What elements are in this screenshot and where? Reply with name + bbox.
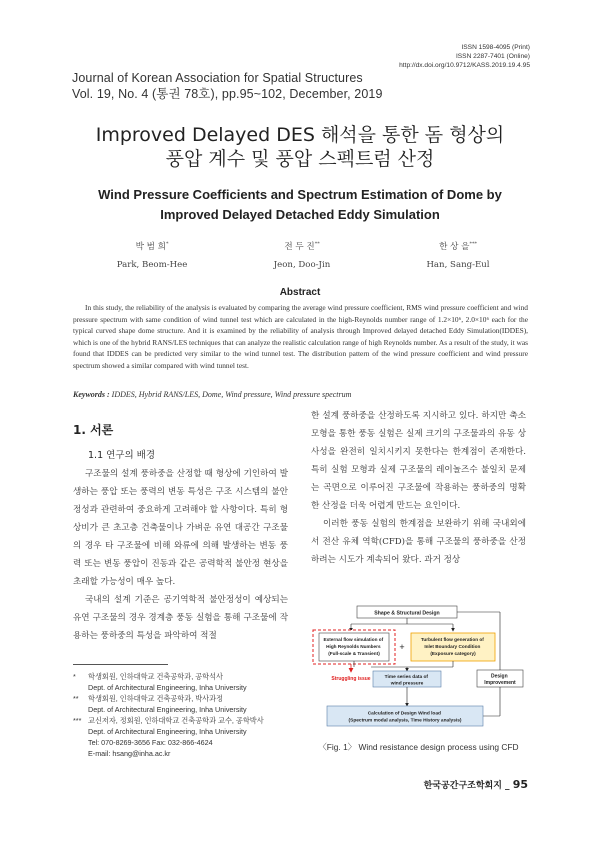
footnote-mark: * (73, 672, 76, 681)
issn-online: ISSN 2287-7401 (Online) (455, 53, 530, 60)
turbulent-flow-label: Turbulent flow generation of Inlet Boundary Condition (Exposure category) (420, 637, 484, 656)
footer-journal: 한국공간구조학회지 _ (423, 781, 513, 791)
keywords-list: IDDES, Hybrid RANS/LES, Dome, Wind pressure, Wind pressure spectrum (111, 390, 352, 399)
contact-email[interactable]: E-mail: hsang@inha.ac.kr (88, 749, 171, 758)
author-2-mark: ** (314, 241, 320, 247)
footnote-mark: ** (73, 694, 79, 703)
footnote (73, 726, 293, 737)
footnotes (73, 671, 293, 759)
footnote-divider (73, 664, 168, 665)
contact-tel: Tel: 070-8269-3656 Fax: 032-866-4624 (88, 738, 213, 747)
page-number: 95 (512, 778, 528, 791)
footnote (73, 671, 293, 682)
time-series-label: Time series data of wind pressure (384, 675, 429, 687)
korean-title-line2: 풍압 계수 및 풍압 스펙트럼 산정 (165, 148, 435, 170)
footnote-text: Dept. of Architectural Engineering, Inha University (88, 683, 247, 692)
footnote-text: 학생회원, 인하대학교 건축공학과, 공학석사 (88, 672, 223, 681)
footnote-mark: *** (73, 716, 82, 725)
author-3-english: Han, Sang-Eul (426, 259, 490, 270)
footnote (73, 682, 293, 693)
author-1-mark: * (165, 241, 169, 247)
right-column (311, 407, 526, 569)
author-1-korean: 박 범 희 (135, 241, 166, 252)
footnote (73, 715, 293, 726)
journal-header (72, 70, 383, 102)
footnote-text: Dept. of Architectural Engineering, Inha University (88, 705, 247, 714)
korean-title (0, 123, 600, 171)
author-3 (378, 235, 538, 274)
page-footer (424, 778, 528, 791)
english-title-line1: Wind Pressure Coefficients and Spectrum Estimation of Dome by (98, 187, 502, 202)
paragraph: 구조물의 설계 풍하중을 산정할 때 형상에 기인하여 발생하는 풍압 또는 풍력의 변동 특성은 구조 시스템의 불안정성과 관련하여 중요하게 고려해야 할 사항이다. 특히 형상비가 큰 초고층 건축물이나 가벼운 유연 대공간 구조물의 경우 타 구조물에 비해 와류에 의해 발생하는 변동 풍력 또는 변동 풍압이 진동과 같은 공력학적 불안정 현상을 초래할 가능성이 매우 높다. (73, 469, 288, 587)
footnote-text: Dept. of Architectural Engineering, Inha University (88, 727, 247, 736)
issn-print: ISSN 1598-4095 (Print) (461, 44, 530, 51)
external-flow-label: External flow simulation of High Reynolds Numbers (Full-scale & Transient) (323, 637, 384, 656)
section-heading: 1. 서론 (73, 423, 114, 437)
abstract-text: In this study, the reliability of the analysis is evaluated by comparing the average wind pressure coefficient, RMS wind pressure coefficient and wind pressure spectrum with same condition of wind tunnel test which are calculated in the high-Reynolds number range of 1.2×10⁶, 2.0×10⁶ each for the typical curved shape dome structure. And it is examined by the reliability of analysis through Improved delayed detached Eddy Simulation(IDDES), which is one of the hybrid RANS/LES techniques that can analyze the realistic calculation range of high Reynolds number. As a result of the study, it was found that IDDES can be predicted very similar to the wind tunnel test. The distribution pattern of the wind pressure coefficient and wind pressure spectrum showed a similar compared with wind tunnel test. (73, 303, 528, 370)
footnote (73, 693, 293, 704)
footnote (73, 704, 293, 715)
abstract-body (73, 302, 528, 371)
design-improvement-label: Design Improvement (484, 673, 516, 686)
author-3-mark: *** (469, 241, 477, 247)
figure-1-diagram (311, 604, 526, 736)
abstract-heading: Abstract (279, 287, 321, 298)
shape-design-label: Shape & Structural Design (374, 610, 440, 617)
calculation-label: Calculation of Design Wind load (Spectrum modal analysis, Time History analysis) (348, 711, 462, 724)
paragraph: 한 설계 풍하중을 산정하도록 지시하고 있다. 하지만 축소 모형을 통한 풍동 실험은 실제 크기의 구조물과의 유동 상사성을 완전히 일치시키지 못한다는 한계점이 존재한다. 특히 실험 모형과 실제 구조물의 레이놀즈수 불일치 문제는 곡면으로 이루어진 구조물에 작용하는 풍하중의 명확한 산정을 더욱 어렵게 만드는 요인이다. (311, 411, 526, 511)
keywords-label: Keywords : (73, 390, 112, 399)
issn-block (399, 43, 530, 70)
author-3-korean: 한 상 을 (439, 241, 470, 252)
paragraph: 이러한 풍동 실험의 한계점을 보완하기 위해 국내외에서 전산 유체 역학(CFD)을 통해 구조물의 풍하중을 산정하려는 시도가 계속되어 왔다. 과거 정상 (311, 519, 526, 565)
author-2-korean: 전 두 진 (284, 241, 315, 252)
plus-sign: + (399, 642, 405, 652)
author-1-english: Park, Beom-Hee (116, 259, 188, 270)
struggling-label: Struggling issue (331, 676, 371, 682)
footnote-text: 학생회원, 인하대학교 건축공학과, 박사과정 (88, 694, 223, 703)
author-2-english: Jeon, Doo-Jin (273, 259, 331, 270)
subsection-heading: 1.1 연구의 배경 (88, 450, 156, 461)
author-2 (222, 235, 382, 274)
korean-title-line1: Improved Delayed DES 해석을 통한 돔 형상의 (95, 124, 505, 146)
footnote-text: 교신저자, 정회원, 인하대학교 건축공학과 교수, 공학박사 (88, 716, 264, 725)
volume-line: Vol. 19, No. 4 (통권 78호), pp.95~102, December, 2019 (72, 87, 383, 101)
keywords (73, 390, 528, 399)
journal-name: Journal of Korean Association for Spatial Structures (72, 71, 363, 85)
english-title (0, 185, 600, 225)
figure-caption: 〈Fig. 1〉 Wind resistance design process using CFD (318, 742, 519, 752)
left-column (73, 465, 288, 645)
author-1 (72, 235, 232, 274)
paragraph: 국내의 설계 기준은 공기역학적 불안정성이 예상되는 유연 구조물의 경우 경계층 풍동 실험을 통해 구조물에 작용하는 풍하중의 특성을 파악하여 적절 (73, 595, 288, 641)
doi-link[interactable]: http://dx.doi.org/10.9712/KASS.2019.19.4.95 (399, 62, 530, 69)
english-title-line2: Improved Delayed Detached Eddy Simulation (160, 207, 440, 222)
